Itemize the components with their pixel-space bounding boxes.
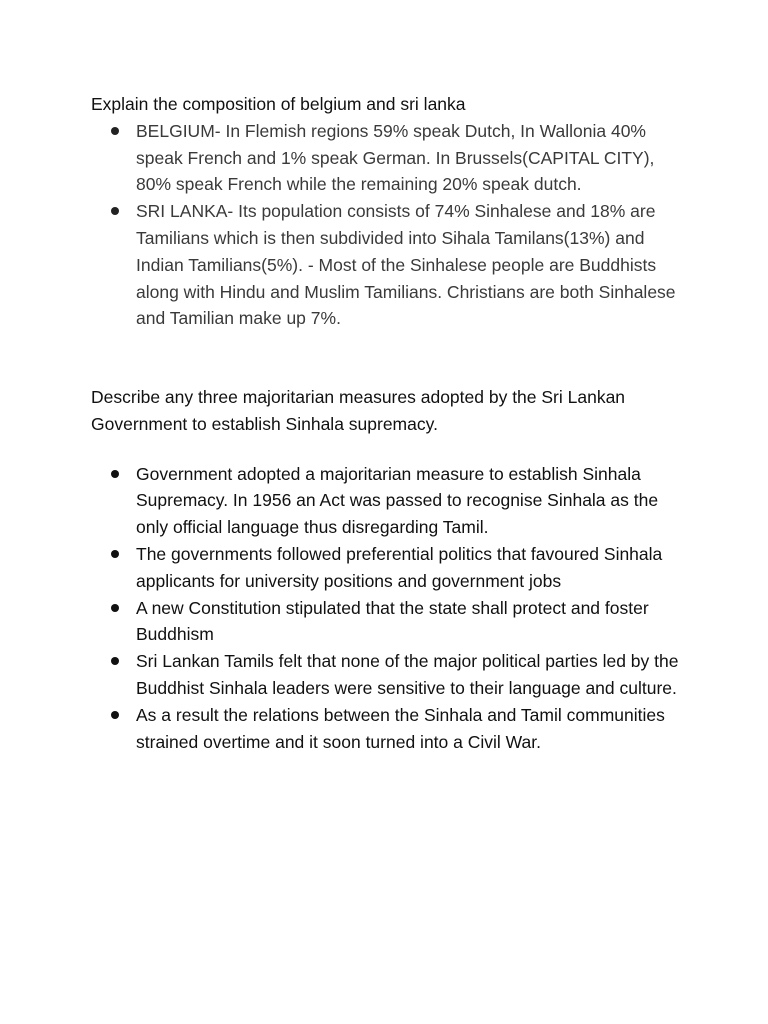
question-heading: Describe any three majoritarian measures adopted by the Sri Lankan Government to establish Sinhala supremacy. xyxy=(91,387,626,434)
answer-bullet xyxy=(91,541,691,595)
bullet-text: The governments followed preferential politics that favoured Sinhala applicants for university positions and government jobs xyxy=(136,543,663,591)
question-block-majoritarian-measures xyxy=(91,384,691,755)
bullet-text: Sri Lankan Tamils felt that none of the major political parties led by the Buddhist Sinhala leaders were sensitive to their language and culture. xyxy=(136,651,679,698)
question-block-composition xyxy=(91,91,691,332)
bullet-text: BELGIUM- In Flemish regions 59% speak Dutch, In Wallonia 40% speak French and 1% speak German. In Brussels(CAPITAL CITY), 80% speak French while the remaining 20% speak dutch. xyxy=(136,120,655,195)
question-heading: Explain the composition of belgium and sri lanka xyxy=(91,94,466,114)
answer-bullet xyxy=(91,595,691,649)
bullet-icon xyxy=(111,207,119,215)
answer-list xyxy=(91,118,691,332)
answer-bullet xyxy=(91,702,691,756)
bullet-text: SRI LANKA- Its population consists of 74% Sinhalese and 18% are Tamilians which is then subdivided into Sihala Tamilans(13%) and Indian Tamilians(5%). - Most of the Sinhalese people are Buddhists along with Hindu and Muslim Tamilians. Christians are both Sinhalese and Tamilian make up 7%. xyxy=(136,201,676,329)
answer-bullet xyxy=(91,648,691,702)
bullet-text: A new Constitution stipulated that the state shall protect and foster Buddhism xyxy=(136,597,649,645)
answer-bullet xyxy=(91,461,691,541)
bullet-icon xyxy=(111,470,119,478)
bullet-icon xyxy=(111,604,119,612)
bullet-icon xyxy=(111,657,119,665)
answer-bullet-sri-lanka xyxy=(91,198,691,332)
bullet-icon xyxy=(111,711,119,719)
bullet-text: As a result the relations between the Sinhala and Tamil communities strained overtime and it soon turned into a Civil War. xyxy=(136,704,665,752)
bullet-text: Government adopted a majoritarian measure to establish Sinhala Supremacy. In 1956 an Act was passed to recognise Sinhala as the only official language thus disregarding Tamil. xyxy=(136,463,659,538)
answer-list xyxy=(91,461,691,756)
answer-bullet-belgium xyxy=(91,118,691,198)
bullet-icon xyxy=(111,127,119,135)
bullet-icon xyxy=(111,550,119,558)
